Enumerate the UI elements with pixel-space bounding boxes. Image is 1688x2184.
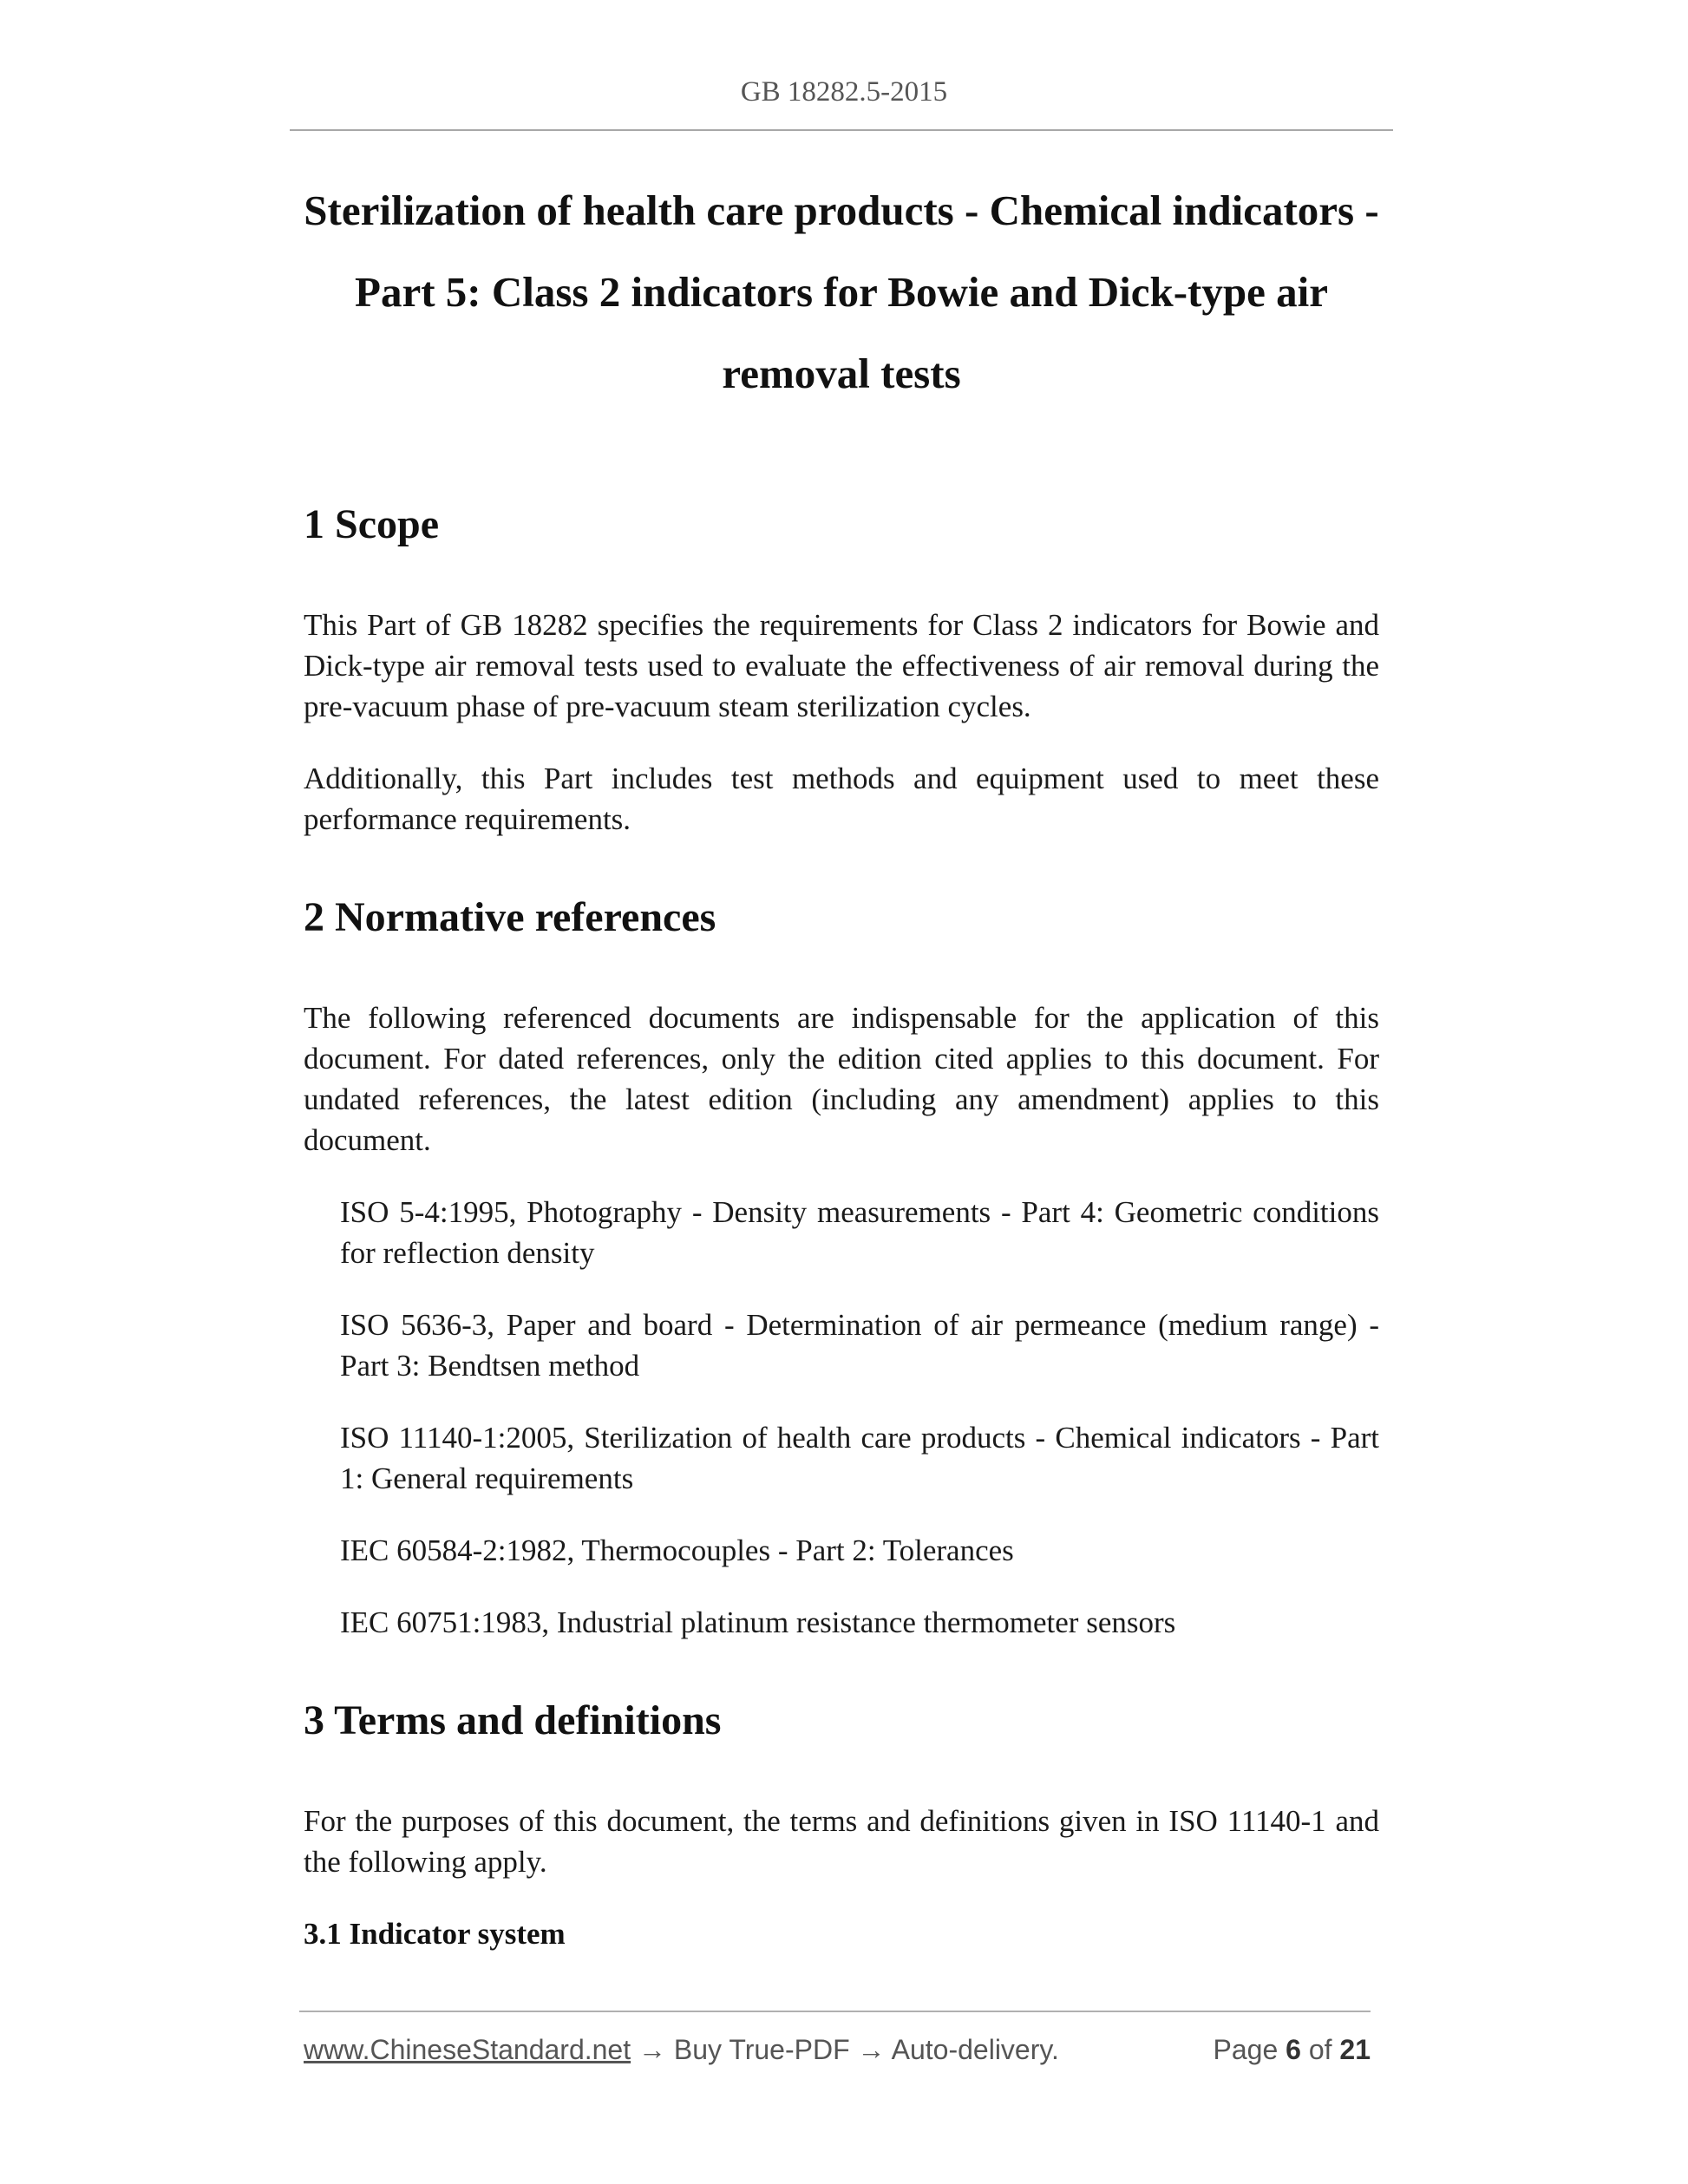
page-of-label: of [1308, 2034, 1332, 2065]
section-heading-scope: 1 Scope [304, 501, 439, 547]
title-line-1: Sterilization of health care products - Chemical indicators - [304, 186, 1379, 234]
scope-paragraph-1: This Part of GB 18282 specifies the requirements for Class 2 indicators for Bowie and Dick-type air removal tests used to evaluate the effectiveness of air removal during the pre-vacuum phase of pre-vacuum steam sterilization cycles. [304, 608, 1379, 723]
auto-delivery-text: Auto-delivery. [891, 2034, 1059, 2065]
reference-item: ISO 11140-1:2005, Sterilization of health care products - Chemical indicators - Part 1: General requirements [340, 1421, 1379, 1495]
footer-divider [299, 2011, 1371, 2012]
normative-paragraph: The following referenced documents are indispensable for the application of this document. For dated references, only the edition cited applies to this document. For undated references, the latest edition (including any amendment) applies to this document. [304, 1001, 1379, 1157]
section-heading-terms-definitions: 3 Terms and definitions [304, 1697, 722, 1743]
document-body [304, 494, 1379, 1954]
running-header: GB 18282.5-2015 [740, 76, 948, 108]
footer-promo [304, 2030, 1059, 2070]
reference-item: IEC 60751:1983, Industrial platinum resistance thermometer sensors [340, 1605, 1176, 1639]
page-total: 21 [1339, 2034, 1371, 2065]
arrow-right-icon: → [857, 2034, 886, 2065]
section-heading-normative-references: 2 Normative references [304, 894, 716, 940]
reference-list [304, 1192, 1379, 1643]
terms-paragraph: For the purposes of this document, the terms and definitions given in ISO 11140-1 and the following apply. [304, 1804, 1379, 1879]
reference-item: ISO 5-4:1995, Photography - Density measurements - Part 4: Geometric conditions for reflection density [340, 1195, 1379, 1270]
reference-item: ISO 5636-3, Paper and board - Determination of air permeance (medium range) - Part 3: Bendtsen method [340, 1308, 1379, 1383]
website-link[interactable]: www.ChineseStandard.net [304, 2034, 631, 2065]
scope-paragraph-2: Additionally, this Part includes test methods and equipment used to meet these performance requirements. [304, 762, 1379, 836]
document-title [290, 170, 1393, 415]
reference-item: IEC 60584-2:1982, Thermocouples - Part 2: Tolerances [340, 1533, 1014, 1567]
subheading-indicator-system: 3.1 Indicator system [304, 1917, 566, 1951]
buy-pdf-text: Buy True-PDF [673, 2034, 850, 2065]
header-divider [290, 129, 1393, 131]
page-label: Page [1213, 2034, 1279, 2065]
arrow-right-icon: → [638, 2034, 666, 2065]
page-current: 6 [1286, 2034, 1301, 2065]
title-line-2: Part 5: Class 2 indicators for Bowie and Dick-type air [355, 268, 1328, 316]
title-line-3: removal tests [722, 350, 961, 397]
page-indicator [1214, 2030, 1371, 2070]
